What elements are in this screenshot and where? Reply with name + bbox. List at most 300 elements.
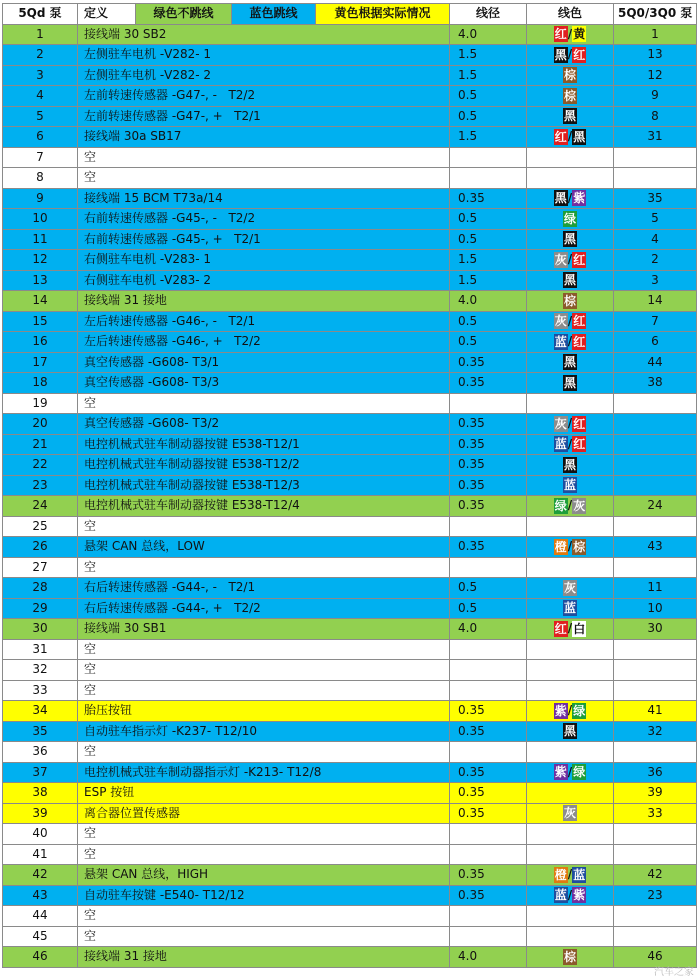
wire-gauge — [450, 742, 527, 763]
pin-definition: 胎压按钮 — [78, 701, 450, 722]
pin-number: 29 — [3, 598, 78, 619]
legend-yellow: 黄色根据实际情况 — [316, 4, 450, 25]
wire-gauge: 0.35 — [450, 783, 527, 804]
wire-color-swatch: 蓝 — [563, 478, 576, 493]
color-separator: / — [567, 334, 573, 349]
table-row — [3, 147, 697, 168]
table-row — [3, 762, 697, 783]
header-pin: 5Qd 泵 — [3, 4, 78, 25]
pin-definition: 右前转速传感器 -G45-, - T2/2 — [78, 209, 450, 230]
table-row — [3, 639, 697, 660]
table-row — [3, 865, 697, 886]
wire-color — [527, 926, 614, 947]
wire-color — [527, 947, 614, 968]
target-pin: 7 — [614, 311, 697, 332]
wire-color-swatch: 黑 — [563, 232, 576, 247]
wire-gauge: 0.35 — [450, 455, 527, 476]
pin-number: 12 — [3, 250, 78, 271]
table-row — [3, 947, 697, 968]
wire-gauge — [450, 557, 527, 578]
color-separator: / — [567, 47, 573, 62]
pin-number: 5 — [3, 106, 78, 127]
target-pin — [614, 906, 697, 927]
table-row — [3, 24, 697, 45]
wire-color-swatch: 黑 — [563, 273, 576, 288]
wire-gauge: 0.35 — [450, 537, 527, 558]
wire-color — [527, 721, 614, 742]
wire-gauge — [450, 824, 527, 845]
wire-color — [527, 783, 614, 804]
table-row — [3, 455, 697, 476]
wire-color — [527, 619, 614, 640]
pin-definition: 左侧驻车电机 -V282- 2 — [78, 65, 450, 86]
wire-color — [527, 24, 614, 45]
table-row — [3, 844, 697, 865]
target-pin: 2 — [614, 250, 697, 271]
wire-gauge — [450, 639, 527, 660]
pin-definition: 电控机械式驻车制动器按键 E538-T12/4 — [78, 496, 450, 517]
pin-definition: 右侧驻车电机 -V283- 1 — [78, 250, 450, 271]
pin-number: 23 — [3, 475, 78, 496]
pin-definition: 空 — [78, 393, 450, 414]
wire-color-swatch: 红 — [573, 47, 586, 62]
table-row — [3, 127, 697, 148]
table-row — [3, 229, 697, 250]
pin-number: 2 — [3, 45, 78, 66]
table-row — [3, 906, 697, 927]
pin-definition: 真空传感器 -G608- T3/1 — [78, 352, 450, 373]
table-row — [3, 45, 697, 66]
wire-color-swatch: 绿 — [563, 211, 576, 226]
table-row — [3, 209, 697, 230]
wire-color — [527, 496, 614, 517]
wire-gauge — [450, 926, 527, 947]
table-row — [3, 557, 697, 578]
color-separator: / — [567, 129, 573, 144]
color-separator: / — [567, 313, 573, 328]
wire-gauge — [450, 844, 527, 865]
pin-number: 19 — [3, 393, 78, 414]
wire-gauge: 0.5 — [450, 229, 527, 250]
wire-gauge: 0.5 — [450, 106, 527, 127]
target-pin — [614, 660, 697, 681]
pin-definition: 右后转速传感器 -G44-, + T2/2 — [78, 598, 450, 619]
wire-color — [527, 844, 614, 865]
table-row — [3, 578, 697, 599]
target-pin: 36 — [614, 762, 697, 783]
pin-definition: 接线端 30a SB17 — [78, 127, 450, 148]
target-pin — [614, 455, 697, 476]
target-pin — [614, 168, 697, 189]
table-row — [3, 291, 697, 312]
pin-number: 37 — [3, 762, 78, 783]
pin-number: 43 — [3, 885, 78, 906]
pin-number: 25 — [3, 516, 78, 537]
pin-definition: 空 — [78, 742, 450, 763]
wire-color — [527, 373, 614, 394]
wire-color-swatch: 蓝 — [573, 867, 586, 882]
table-row — [3, 188, 697, 209]
color-separator: / — [567, 252, 573, 267]
pin-definition: 真空传感器 -G608- T3/3 — [78, 373, 450, 394]
table-row — [3, 352, 697, 373]
wire-color — [527, 516, 614, 537]
wire-color — [527, 127, 614, 148]
target-pin — [614, 557, 697, 578]
wire-color — [527, 86, 614, 107]
table-row — [3, 496, 697, 517]
wire-color-swatch: 灰 — [563, 580, 576, 595]
target-pin: 10 — [614, 598, 697, 619]
pin-definition: 空 — [78, 906, 450, 927]
wire-color-swatch: 黑 — [563, 457, 576, 472]
table-row — [3, 373, 697, 394]
wire-color — [527, 680, 614, 701]
wire-gauge: 0.35 — [450, 803, 527, 824]
wire-color-swatch: 蓝 — [554, 334, 567, 349]
pin-definition: 左后转速传感器 -G46-, + T2/2 — [78, 332, 450, 353]
table-row — [3, 598, 697, 619]
pin-definition: 电控机械式驻车制动器按键 E538-T12/1 — [78, 434, 450, 455]
wire-color-swatch: 棕 — [563, 293, 576, 308]
color-separator: / — [567, 764, 573, 779]
target-pin: 41 — [614, 701, 697, 722]
wire-color-swatch: 绿 — [573, 765, 586, 780]
pin-definition: 左后转速传感器 -G46-, - T2/1 — [78, 311, 450, 332]
pin-number: 8 — [3, 168, 78, 189]
pin-mapping-table — [2, 3, 697, 968]
wire-color — [527, 434, 614, 455]
table-row — [3, 721, 697, 742]
pin-definition: 自动驻车指示灯 -K237- T12/10 — [78, 721, 450, 742]
pin-number: 14 — [3, 291, 78, 312]
target-pin — [614, 434, 697, 455]
target-pin: 11 — [614, 578, 697, 599]
target-pin — [614, 844, 697, 865]
pin-definition: 左前转速传感器 -G47-, + T2/1 — [78, 106, 450, 127]
wire-gauge: 0.5 — [450, 209, 527, 230]
table-row — [3, 619, 697, 640]
wire-color — [527, 270, 614, 291]
target-pin: 1 — [614, 24, 697, 45]
pin-definition: 接线端 15 BCM T73a/14 — [78, 188, 450, 209]
wire-color — [527, 803, 614, 824]
wire-color-swatch: 蓝 — [554, 888, 567, 903]
table-row — [3, 475, 697, 496]
wire-color-swatch: 黑 — [554, 191, 567, 206]
wire-color — [527, 311, 614, 332]
pin-number: 45 — [3, 926, 78, 947]
table-row — [3, 393, 697, 414]
table-row — [3, 106, 697, 127]
wire-color — [527, 106, 614, 127]
pin-number: 21 — [3, 434, 78, 455]
pin-number: 26 — [3, 537, 78, 558]
wire-color — [527, 352, 614, 373]
color-separator: / — [567, 190, 573, 205]
target-pin: 33 — [614, 803, 697, 824]
target-pin: 31 — [614, 127, 697, 148]
target-pin: 24 — [614, 496, 697, 517]
wire-gauge — [450, 168, 527, 189]
pin-number: 28 — [3, 578, 78, 599]
wire-color-swatch: 黑 — [563, 355, 576, 370]
pin-number: 1 — [3, 24, 78, 45]
target-pin: 4 — [614, 229, 697, 250]
table-row — [3, 332, 697, 353]
pin-number: 4 — [3, 86, 78, 107]
pin-definition: 电控机械式驻车制动器按键 E538-T12/2 — [78, 455, 450, 476]
target-pin: 9 — [614, 86, 697, 107]
wire-gauge: 0.35 — [450, 188, 527, 209]
pin-number: 17 — [3, 352, 78, 373]
wire-color — [527, 537, 614, 558]
table-row — [3, 680, 697, 701]
pin-number: 46 — [3, 947, 78, 968]
pin-number: 13 — [3, 270, 78, 291]
wire-color-swatch: 红 — [573, 252, 586, 267]
pin-definition: ESP 按钮 — [78, 783, 450, 804]
wire-color-swatch: 黑 — [554, 47, 567, 62]
pin-definition: 接线端 31 接地 — [78, 947, 450, 968]
table-row — [3, 701, 697, 722]
wire-gauge: 0.35 — [450, 496, 527, 517]
color-separator: / — [567, 867, 573, 882]
wire-gauge — [450, 393, 527, 414]
wire-color-swatch: 红 — [573, 314, 586, 329]
pin-definition: 自动驻车按键 -E540- T12/12 — [78, 885, 450, 906]
wire-color-swatch: 紫 — [554, 765, 567, 780]
target-pin — [614, 147, 697, 168]
pin-definition: 接线端 30 SB1 — [78, 619, 450, 640]
wire-color — [527, 393, 614, 414]
wire-color-swatch: 蓝 — [554, 437, 567, 452]
wire-gauge: 0.35 — [450, 721, 527, 742]
wire-color — [527, 229, 614, 250]
target-pin — [614, 926, 697, 947]
target-pin: 14 — [614, 291, 697, 312]
target-pin: 42 — [614, 865, 697, 886]
pin-number: 39 — [3, 803, 78, 824]
target-pin: 12 — [614, 65, 697, 86]
target-pin — [614, 742, 697, 763]
header-definition: 定义 — [78, 4, 136, 25]
pin-number: 34 — [3, 701, 78, 722]
table-row — [3, 516, 697, 537]
wire-color-swatch: 灰 — [554, 314, 567, 329]
wire-color-swatch: 灰 — [554, 252, 567, 267]
pin-definition: 悬架 CAN 总线，LOW — [78, 537, 450, 558]
table-row — [3, 168, 697, 189]
wire-color-swatch: 绿 — [573, 703, 586, 718]
wire-gauge — [450, 516, 527, 537]
table-row — [3, 926, 697, 947]
table-row — [3, 824, 697, 845]
wire-color-swatch: 棕 — [573, 539, 586, 554]
table-row — [3, 250, 697, 271]
pin-definition: 真空传感器 -G608- T3/2 — [78, 414, 450, 435]
table-row — [3, 414, 697, 435]
wire-color-swatch: 黑 — [563, 109, 576, 124]
wire-color — [527, 742, 614, 763]
pin-number: 40 — [3, 824, 78, 845]
wire-color — [527, 414, 614, 435]
target-pin: 23 — [614, 885, 697, 906]
table-row — [3, 311, 697, 332]
wire-color — [527, 332, 614, 353]
pin-number: 16 — [3, 332, 78, 353]
wire-gauge — [450, 660, 527, 681]
target-pin: 3 — [614, 270, 697, 291]
target-pin: 39 — [614, 783, 697, 804]
target-pin: 32 — [614, 721, 697, 742]
target-pin: 43 — [614, 537, 697, 558]
target-pin: 13 — [614, 45, 697, 66]
table-row — [3, 86, 697, 107]
wire-color-swatch: 紫 — [573, 888, 586, 903]
target-pin — [614, 639, 697, 660]
pin-number: 9 — [3, 188, 78, 209]
target-pin: 35 — [614, 188, 697, 209]
wire-gauge: 0.35 — [450, 701, 527, 722]
table-row — [3, 660, 697, 681]
pin-definition: 空 — [78, 926, 450, 947]
pin-number: 15 — [3, 311, 78, 332]
wire-color-swatch: 紫 — [573, 191, 586, 206]
wire-color — [527, 639, 614, 660]
wire-gauge: 0.35 — [450, 434, 527, 455]
pin-number: 31 — [3, 639, 78, 660]
wire-color-swatch: 红 — [573, 437, 586, 452]
pin-definition: 空 — [78, 147, 450, 168]
wire-color — [527, 147, 614, 168]
wire-color — [527, 209, 614, 230]
table-row — [3, 803, 697, 824]
pin-definition: 左前转速传感器 -G47-, - T2/2 — [78, 86, 450, 107]
pin-number: 42 — [3, 865, 78, 886]
table-row — [3, 537, 697, 558]
target-pin — [614, 393, 697, 414]
pin-number: 38 — [3, 783, 78, 804]
wire-color — [527, 701, 614, 722]
wire-color-swatch: 红 — [573, 334, 586, 349]
wire-gauge: 0.5 — [450, 86, 527, 107]
wire-color — [527, 250, 614, 271]
header-target-pin: 5Q0/3Q0 泵 — [614, 4, 697, 25]
wire-color-swatch: 红 — [554, 129, 567, 144]
wire-gauge: 0.5 — [450, 598, 527, 619]
wire-gauge: 0.35 — [450, 414, 527, 435]
pin-number: 44 — [3, 906, 78, 927]
pin-number: 18 — [3, 373, 78, 394]
color-separator: / — [567, 703, 573, 718]
wire-gauge: 1.5 — [450, 127, 527, 148]
wire-color — [527, 865, 614, 886]
wire-color-swatch: 蓝 — [563, 601, 576, 616]
pin-number: 24 — [3, 496, 78, 517]
pin-number: 30 — [3, 619, 78, 640]
color-separator: / — [567, 436, 573, 451]
table-row — [3, 783, 697, 804]
pin-number: 3 — [3, 65, 78, 86]
pin-number: 11 — [3, 229, 78, 250]
wire-color-swatch: 红 — [573, 416, 586, 431]
header-gauge: 线径 — [450, 4, 527, 25]
table-body — [3, 24, 697, 967]
wire-color-swatch: 棕 — [563, 88, 576, 103]
wire-gauge: 4.0 — [450, 291, 527, 312]
wire-color-swatch: 棕 — [563, 68, 576, 83]
target-pin — [614, 516, 697, 537]
pin-definition: 空 — [78, 639, 450, 660]
pin-definition: 空 — [78, 516, 450, 537]
pin-definition: 空 — [78, 660, 450, 681]
header-row — [3, 4, 697, 25]
pin-number: 33 — [3, 680, 78, 701]
pin-definition: 右侧驻车电机 -V283- 2 — [78, 270, 450, 291]
pin-definition: 悬架 CAN 总线，HIGH — [78, 865, 450, 886]
header-wire-color: 线色 — [527, 4, 614, 25]
wire-color-swatch: 红 — [554, 621, 567, 636]
color-separator: / — [567, 26, 573, 41]
wire-color-swatch: 绿 — [554, 498, 567, 513]
table-row — [3, 65, 697, 86]
wire-color-swatch: 红 — [554, 27, 567, 42]
wire-color — [527, 45, 614, 66]
target-pin: 8 — [614, 106, 697, 127]
wire-gauge: 1.5 — [450, 45, 527, 66]
wire-color-swatch: 灰 — [573, 498, 586, 513]
pin-number: 27 — [3, 557, 78, 578]
table-row — [3, 270, 697, 291]
wire-color — [527, 455, 614, 476]
pin-definition: 左侧驻车电机 -V282- 1 — [78, 45, 450, 66]
color-separator: / — [567, 621, 573, 636]
table-row — [3, 885, 697, 906]
pin-definition: 空 — [78, 168, 450, 189]
wire-gauge: 1.5 — [450, 65, 527, 86]
pin-definition: 电控机械式驻车制动器按键 E538-T12/3 — [78, 475, 450, 496]
target-pin: 6 — [614, 332, 697, 353]
pin-number: 10 — [3, 209, 78, 230]
wire-color — [527, 578, 614, 599]
target-pin — [614, 475, 697, 496]
watermark: 汽车之家 — [654, 967, 694, 978]
wire-color — [527, 475, 614, 496]
pin-definition: 接线端 31 接地 — [78, 291, 450, 312]
target-pin — [614, 680, 697, 701]
wire-gauge: 0.5 — [450, 332, 527, 353]
pin-definition: 空 — [78, 824, 450, 845]
wire-color — [527, 168, 614, 189]
legend-blue: 蓝色跳线 — [232, 4, 316, 25]
pin-number: 41 — [3, 844, 78, 865]
pin-number: 35 — [3, 721, 78, 742]
color-separator: / — [567, 539, 573, 554]
wire-color-swatch: 黑 — [573, 129, 586, 144]
table-row — [3, 742, 697, 763]
wire-gauge: 1.5 — [450, 270, 527, 291]
target-pin: 46 — [614, 947, 697, 968]
wire-color — [527, 598, 614, 619]
pin-definition: 离合器位置传感器 — [78, 803, 450, 824]
target-pin: 44 — [614, 352, 697, 373]
wire-color — [527, 557, 614, 578]
wire-gauge: 0.35 — [450, 762, 527, 783]
legend-green: 绿色不跳线 — [136, 4, 232, 25]
wire-color — [527, 906, 614, 927]
wire-color-swatch: 棕 — [563, 949, 576, 964]
